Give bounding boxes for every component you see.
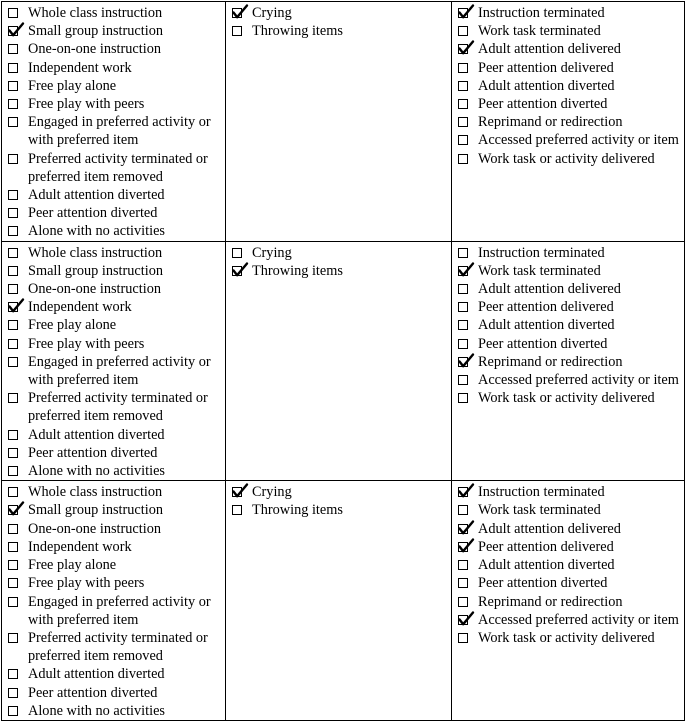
checklist-item [458, 131, 684, 149]
checkmark-icon [458, 483, 474, 499]
checklist-item [458, 629, 684, 647]
checkbox[interactable] [458, 302, 468, 312]
checkbox[interactable] [458, 542, 468, 552]
checkbox[interactable] [8, 63, 18, 73]
checklist-item-label: Preferred activity terminated or preferred item removed [28, 150, 208, 185]
checkbox[interactable] [8, 26, 18, 36]
checklist-item-label: Alone with no activities [28, 223, 165, 240]
checklist-item [8, 444, 225, 462]
checklist-item-label: Peer attention diverted [478, 96, 608, 113]
checklist-item [458, 40, 684, 58]
checklist-item-label: Independent work [28, 299, 132, 316]
checklist-item-label: Crying [252, 5, 292, 21]
checklist-item [8, 520, 225, 538]
checkmark-icon [8, 22, 24, 38]
checklist-item-label: Accessed preferred activity or item [478, 611, 679, 628]
checkmark-icon [232, 4, 248, 20]
checklist-item-label: Adult attention delivered [478, 41, 621, 58]
checklist-item-label: Reprimand or redirection [478, 353, 623, 370]
checklist-item-label: Throwing items [252, 23, 343, 40]
observation-row-1 [2, 2, 685, 242]
checklist-item-label: Work task terminated [478, 262, 601, 279]
checklist-item [458, 22, 684, 40]
checkmark-icon [8, 298, 24, 314]
checklist-item [232, 501, 451, 519]
behavior-cell [226, 2, 452, 242]
checklist-item-label: One-on-one instruction [28, 281, 162, 298]
checklist-item-label: Peer attention delivered [478, 59, 614, 76]
checklist-item [458, 520, 684, 538]
checklist-item [8, 113, 225, 149]
checklist-item [232, 4, 451, 22]
checklist-item [8, 629, 225, 665]
checklist-item [8, 77, 225, 95]
checklist-item-label: Peer attention diverted [28, 205, 158, 222]
behavior-cell [226, 241, 452, 481]
checkbox[interactable] [8, 357, 18, 367]
checklist-item-label: Adult attention diverted [28, 666, 165, 683]
checklist-item [8, 389, 225, 425]
checklist-item [8, 40, 225, 58]
checkbox[interactable] [458, 266, 468, 276]
checklist-item [8, 684, 225, 702]
checkmark-icon [458, 4, 474, 20]
checkbox[interactable] [458, 8, 468, 18]
checklist-item-label: Crying [252, 484, 292, 501]
checklist-item-label: Work task or activity delivered [478, 629, 655, 646]
checklist-item [458, 556, 684, 574]
checklist-item-label: Peer attention diverted [478, 335, 608, 352]
checklist-item [458, 316, 684, 334]
checklist-item-label: Alone with no activities [28, 463, 165, 480]
checkbox[interactable] [8, 208, 18, 218]
checkbox[interactable] [458, 81, 468, 91]
checkmark-icon [458, 520, 474, 536]
checkbox[interactable] [232, 505, 242, 515]
checklist-item-label: Accessed preferred activity or item [478, 132, 679, 149]
checkbox[interactable] [458, 135, 468, 145]
checkbox[interactable] [8, 284, 18, 294]
checklist-item-label: Reprimand or redirection [478, 114, 623, 131]
checklist-item [458, 59, 684, 77]
checklist-item-label: Preferred activity terminated or preferred item removed [28, 629, 208, 665]
checkbox[interactable] [8, 81, 18, 91]
checkbox[interactable] [232, 26, 242, 36]
checklist-item-label: Throwing items [252, 502, 343, 519]
checklist-item-label: Whole class instruction [28, 484, 163, 501]
checklist-item-label: Independent work [28, 59, 132, 76]
checklist-item [8, 335, 225, 353]
checkbox[interactable] [458, 578, 468, 588]
checklist-item-label: Adult attention diverted [478, 557, 615, 574]
checkbox[interactable] [458, 63, 468, 73]
checklist-item-label: Free play with peers [28, 96, 145, 113]
checklist-item [8, 316, 225, 334]
checklist-item-label: Peer attention delivered [478, 538, 614, 555]
checkbox[interactable] [458, 393, 468, 403]
checkbox[interactable] [8, 248, 18, 258]
antecedent-cell [2, 2, 226, 242]
checkbox[interactable] [8, 393, 18, 403]
checklist-item-label: Instruction terminated [478, 484, 605, 501]
checkbox[interactable] [8, 597, 18, 607]
consequence-cell [452, 2, 685, 242]
observation-row-2 [2, 241, 685, 481]
checkbox[interactable] [8, 505, 18, 515]
checklist-item [458, 150, 684, 168]
checklist-item [8, 262, 225, 280]
checkbox[interactable] [458, 154, 468, 164]
checkbox[interactable] [458, 524, 468, 534]
checklist-item-label: Engaged in preferred activity or with preferred item [28, 114, 211, 149]
checklist-item-label: One-on-one instruction [28, 520, 162, 537]
checklist-item-label: Instruction terminated [478, 244, 605, 261]
checklist-item [458, 611, 684, 629]
checklist-item [8, 298, 225, 316]
checkbox[interactable] [8, 524, 18, 534]
checklist-item-label: Whole class instruction [28, 5, 163, 21]
checklist-item [8, 665, 225, 683]
checkbox[interactable] [232, 266, 242, 276]
checkmark-icon [458, 611, 474, 627]
checklist-item [458, 501, 684, 519]
checkbox[interactable] [8, 190, 18, 200]
checklist-item-label: Work task terminated [478, 23, 601, 40]
checkbox[interactable] [8, 466, 18, 476]
checkbox[interactable] [232, 8, 242, 18]
checkbox[interactable] [458, 357, 468, 367]
checkbox[interactable] [458, 284, 468, 294]
checklist-item-label: Work task or activity delivered [478, 150, 655, 167]
checklist-item-label: Free play with peers [28, 335, 145, 352]
checklist-item-label: Free play alone [28, 317, 117, 334]
checkbox[interactable] [458, 320, 468, 330]
checklist-item [8, 501, 225, 519]
checklist-item-label: Independent work [28, 538, 132, 555]
checkbox[interactable] [8, 302, 18, 312]
checklist-item [8, 4, 225, 22]
checklist-item-label: Small group instruction [28, 502, 164, 519]
checkbox[interactable] [8, 99, 18, 109]
antecedent-cell [2, 241, 226, 481]
checklist-item-label: Crying [252, 244, 292, 261]
checkbox[interactable] [232, 487, 242, 497]
checklist-item [458, 593, 684, 611]
checkbox[interactable] [458, 99, 468, 109]
checklist-item [232, 483, 451, 501]
checkbox[interactable] [8, 560, 18, 570]
checkmark-icon [232, 483, 248, 499]
checkbox[interactable] [458, 44, 468, 54]
checklist-item-label: Alone with no activities [28, 702, 165, 719]
checkmark-icon [232, 262, 248, 278]
checkbox[interactable] [8, 688, 18, 698]
checklist-item [8, 556, 225, 574]
checklist-item [458, 298, 684, 316]
checklist-item-label: Work task or activity delivered [478, 390, 655, 407]
checklist-item-label: Adult attention diverted [28, 187, 165, 204]
checklist-item-label: Preferred activity terminated or preferred item removed [28, 390, 208, 425]
checklist-item [8, 574, 225, 592]
checkmark-icon [458, 40, 474, 56]
checklist-item [458, 483, 684, 501]
checklist-item-label: Peer attention diverted [28, 444, 158, 461]
checklist-item-label: Instruction terminated [478, 5, 605, 21]
checkmark-icon [8, 501, 24, 517]
checklist-item [8, 353, 225, 389]
checkbox[interactable] [8, 578, 18, 588]
checkbox[interactable] [458, 339, 468, 349]
checkbox[interactable] [8, 154, 18, 164]
consequence-cell [452, 481, 685, 721]
checklist-item [458, 95, 684, 113]
checklist-item-label: Adult attention delivered [478, 281, 621, 298]
checkbox[interactable] [8, 542, 18, 552]
checklist-item-label: Adult attention delivered [478, 520, 621, 537]
checklist-item [232, 262, 451, 280]
checklist-item-label: Adult attention diverted [478, 317, 615, 334]
checkbox[interactable] [232, 248, 242, 258]
checklist-item [458, 538, 684, 556]
checkbox[interactable] [8, 448, 18, 458]
checkbox[interactable] [8, 8, 18, 18]
antecedent-cell [2, 481, 226, 721]
checkbox[interactable] [458, 487, 468, 497]
checklist-item [458, 113, 684, 131]
checklist-item [458, 335, 684, 353]
checklist-item [458, 262, 684, 280]
checkbox[interactable] [458, 615, 468, 625]
checklist-item [8, 204, 225, 222]
checkbox[interactable] [458, 505, 468, 515]
checklist-item-label: Throwing items [252, 262, 343, 279]
checklist-item [8, 222, 225, 240]
checklist-item-label: Accessed preferred activity or item [478, 372, 679, 389]
checklist-item-label: One-on-one instruction [28, 41, 162, 58]
checklist-item [458, 4, 684, 22]
checklist-item-label: Reprimand or redirection [478, 593, 623, 610]
checklist-item [8, 538, 225, 556]
checklist-item [8, 483, 225, 501]
checklist-item [8, 95, 225, 113]
checklist-item [8, 593, 225, 629]
checklist-item [232, 22, 451, 40]
checkbox[interactable] [8, 117, 18, 127]
checklist-item-label: Small group instruction [28, 23, 164, 40]
checkbox[interactable] [8, 487, 18, 497]
observation-row-3 [2, 481, 685, 721]
checkbox[interactable] [8, 226, 18, 236]
checklist-item-label: Free play alone [28, 77, 117, 94]
checklist-item [458, 77, 684, 95]
checklist-item-label: Peer attention delivered [478, 299, 614, 316]
checklist-item [8, 426, 225, 444]
checklist-item [458, 353, 684, 371]
checkbox[interactable] [458, 633, 468, 643]
checkbox[interactable] [458, 248, 468, 258]
checkmark-icon [458, 538, 474, 554]
checkbox[interactable] [8, 339, 18, 349]
checklist-item [8, 280, 225, 298]
checklist-item [8, 462, 225, 480]
checkbox[interactable] [8, 633, 18, 643]
checklist-item-label: Peer attention diverted [28, 684, 158, 701]
checklist-item [8, 244, 225, 262]
checklist-item-label: Engaged in preferred activity or with preferred item [28, 593, 211, 628]
checklist-item [8, 59, 225, 77]
checklist-item [458, 574, 684, 592]
behavior-cell [226, 481, 452, 721]
checklist-item [8, 186, 225, 204]
checklist-item-label: Peer attention diverted [478, 575, 608, 592]
checkbox[interactable] [458, 117, 468, 127]
abc-checklist-table [1, 1, 685, 721]
checklist-item [8, 150, 225, 186]
checklist-item [458, 389, 684, 407]
checklist-item-label: Adult attention diverted [28, 426, 165, 443]
checkbox[interactable] [8, 320, 18, 330]
checkbox[interactable] [458, 26, 468, 36]
checklist-item [458, 371, 684, 389]
checklist-item-label: Small group instruction [28, 262, 164, 279]
checkmark-icon [458, 353, 474, 369]
consequence-cell [452, 241, 685, 481]
checklist-item [458, 280, 684, 298]
checkbox[interactable] [8, 669, 18, 679]
checkmark-icon [458, 262, 474, 278]
checkbox[interactable] [8, 430, 18, 440]
checklist-item [8, 22, 225, 40]
checklist-item-label: Adult attention diverted [478, 77, 615, 94]
checklist-item-label: Engaged in preferred activity or with preferred item [28, 353, 211, 389]
checklist-item-label: Work task terminated [478, 502, 601, 519]
checklist-item-label: Whole class instruction [28, 244, 163, 261]
checkbox[interactable] [8, 266, 18, 276]
checklist-item-label: Free play with peers [28, 575, 145, 592]
checkbox[interactable] [458, 597, 468, 607]
checkbox[interactable] [458, 560, 468, 570]
checklist-item [458, 244, 684, 262]
checkbox[interactable] [8, 44, 18, 54]
checklist-item-label: Free play alone [28, 557, 117, 574]
checklist-item [232, 244, 451, 262]
checkbox[interactable] [458, 375, 468, 385]
